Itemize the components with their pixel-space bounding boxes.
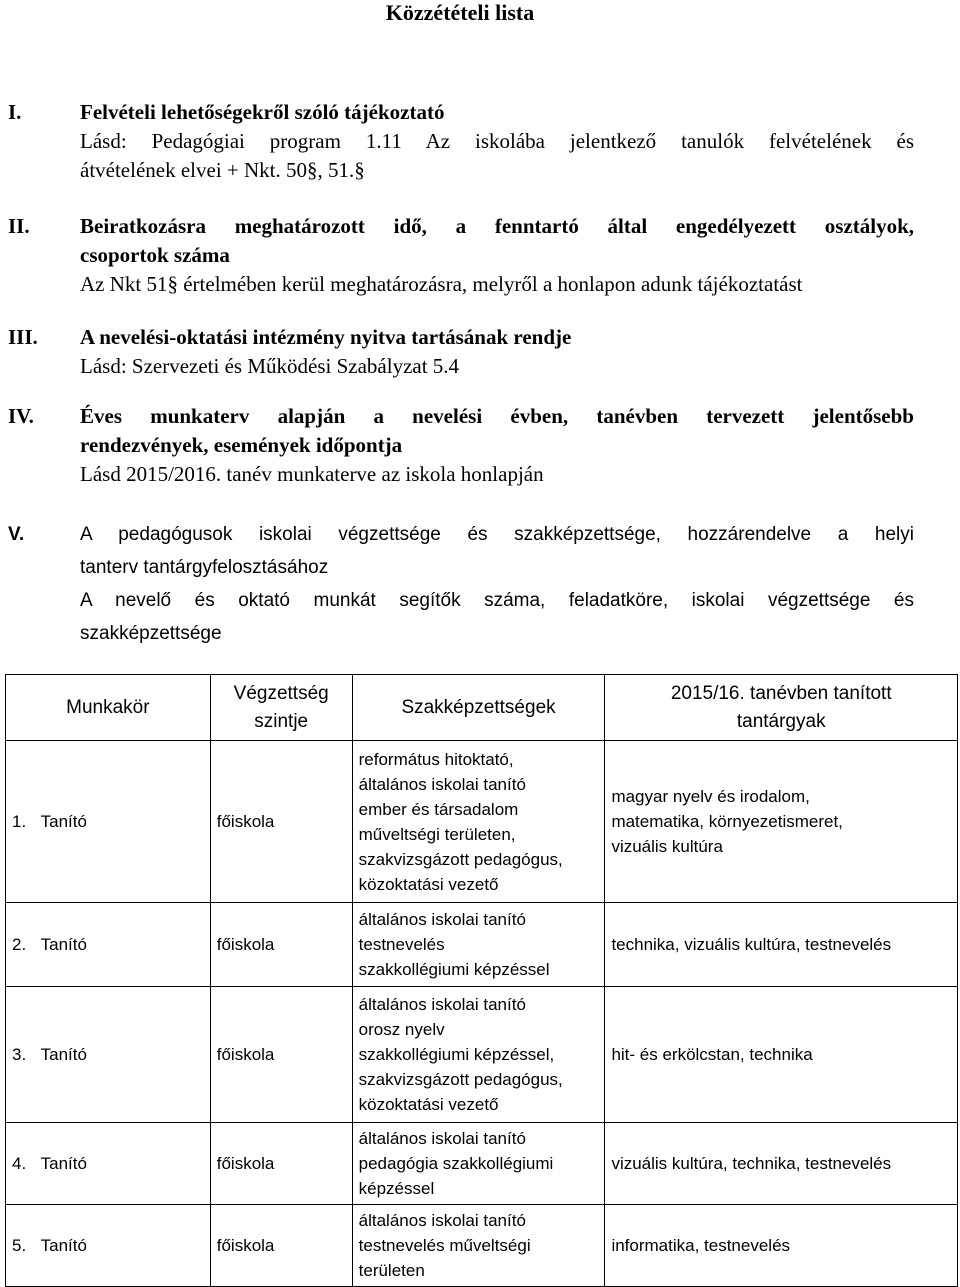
section-number: III. [8,325,38,349]
section-heading-line: A nevelő és oktató munkát segítők száma, feladatköre, iskolai végzettsége és [80,590,914,611]
row-number: 2. [12,935,27,954]
qualification-line: általános iskolai tanító [358,1211,526,1230]
subject-line: hit- és erkölcstan, technika [611,1045,813,1064]
level-cell: főiskola [210,741,352,903]
qualification-line: református hitoktató, [358,749,514,769]
qualification-line: általános iskolai tanító [358,995,526,1014]
qualification-line: közoktatási vezető [358,1095,499,1114]
subject-line: vizuális kultúra [611,837,723,856]
row-number: 1. [12,812,27,831]
level-cell: főiskola [210,903,352,987]
section-3 [8,323,914,383]
section-number: IV. [8,404,34,428]
table-header-row [6,675,958,741]
subject-line: technika, vizuális kultúra, testnevelés [611,935,892,954]
header-subjects-line: tantárgyak [736,710,826,732]
section-body [80,402,914,489]
row-number: 4. [12,1154,27,1173]
qualifications-cell [352,903,605,987]
row-number: 3. [12,1045,27,1064]
qualification-line: általános iskolai tanító [358,1129,526,1148]
table-row [6,1123,958,1205]
section-4 [8,402,914,490]
qualification-line: szakkollégiumi képzéssel [358,960,550,979]
qualifications-cell [352,987,605,1123]
qualification-line: orosz nyelv [358,1020,445,1039]
section-2 [8,212,914,300]
header-level-line: szintje [254,710,309,732]
section-text-line: Lásd 2015/2016. tanév munkaterve az iskola honlapján [80,462,544,486]
row-number: 5. [12,1236,27,1255]
level-cell: főiskola [210,987,352,1123]
qualification-line: műveltségi területen, [358,824,516,844]
qualification-line: általános iskolai tanító [358,774,526,794]
qualification-line: testnevelés műveltségi [358,1236,531,1255]
header-level-line: Végzettség [233,682,329,704]
position-cell [6,903,211,987]
position-name: Tanító [40,812,87,831]
section-body [80,323,914,381]
header-subjects-line: 2015/16. tanévben tanított [670,682,892,704]
qualification-line: közoktatási vezető [358,874,499,894]
position-name: Tanító [40,1045,87,1064]
qualification-line: ember és társadalom [358,799,519,819]
position-cell [6,1205,211,1287]
section-heading-line: Éves munkaterv alapján a nevelési évben, tanévben tervezett jelentősebb [80,404,914,428]
position-name: Tanító [40,1154,87,1173]
table-row [6,1205,958,1287]
section-1 [8,98,914,186]
section-heading-line: csoportok száma [80,243,230,267]
level-cell: főiskola [210,1123,352,1205]
qualifications-cell [352,1205,605,1287]
subjects-cell [605,1123,958,1205]
level-cell: főiskola [210,1205,352,1287]
section-number: V. [8,524,25,545]
table-row [6,903,958,987]
subjects-cell [605,741,958,903]
section-heading-line: A pedagógusok iskolai végzettsége és szakképzettsége, hozzárendelve a helyi [80,524,914,545]
qualification-line: szakvizsgázott pedagógus, [358,1070,563,1089]
section-text-line: Lásd: Pedagógiai program 1.11 Az iskolába jelentkező tanulók felvételének és [80,129,914,153]
section-5 [8,518,914,654]
section-body [80,212,914,299]
subject-line: matematika, környezetismeret, [611,812,843,831]
qualification-line: pedagógia szakkollégiumi [358,1154,554,1173]
subjects-cell [605,987,958,1123]
section-heading: Felvételi lehetőségekről szóló tájékoztató [80,100,445,124]
header-qualifications: Szakképzettségek [352,675,605,741]
section-body [80,98,914,185]
qualifications-cell [352,1123,605,1205]
qualification-line: területen [358,1261,425,1280]
qualification-line: testnevelés [358,935,445,954]
subjects-cell [605,903,958,987]
position-cell [6,741,211,903]
section-heading-line: rendezvények, események időpontja [80,433,403,457]
subjects-cell [605,1205,958,1287]
position-name: Tanító [40,1236,87,1255]
position-name: Tanító [40,935,87,954]
section-number: II. [8,214,30,238]
section-text-line: átvételének elvei + Nkt. 50§, 51.§ [80,158,365,182]
section-text-line: Az Nkt 51§ értelmében kerül meghatározásra, melyről a honlapon adunk tájékoztatást [80,272,803,296]
section-heading-line: szakképzettsége [80,623,222,644]
section-text-line: Lásd: Szervezeti és Működési Szabályzat 5.4 [80,354,460,378]
subject-line: magyar nyelv és irodalom, [611,787,810,806]
section-body [80,518,914,650]
section-heading-line: tanterv tantárgyfelosztásához [80,557,329,578]
header-position: Munkakör [6,675,211,741]
page-title: Közzétételi lista [385,0,535,25]
table-row [6,741,958,903]
subject-line: informatika, testnevelés [611,1236,791,1255]
position-cell [6,987,211,1123]
section-heading: A nevelési-oktatási intézmény nyitva tartásának rendje [80,325,572,349]
subject-line: vizuális kultúra, technika, testnevelés [611,1154,892,1173]
position-cell [6,1123,211,1205]
qualification-line: szakvizsgázott pedagógus, [358,849,563,869]
qualification-line: általános iskolai tanító [358,910,526,929]
section-number: I. [8,100,22,124]
section-heading-line: Beiratkozásra meghatározott idő, a fenntartó által engedélyezett osztályok, [80,214,914,238]
qualification-line: képzéssel [358,1179,435,1198]
header-subjects [605,675,958,741]
qualification-line: szakkollégiumi képzéssel, [358,1045,555,1064]
header-level [210,675,352,741]
table-row [6,987,958,1123]
qualifications-cell [352,741,605,903]
staff-table [5,674,958,1287]
